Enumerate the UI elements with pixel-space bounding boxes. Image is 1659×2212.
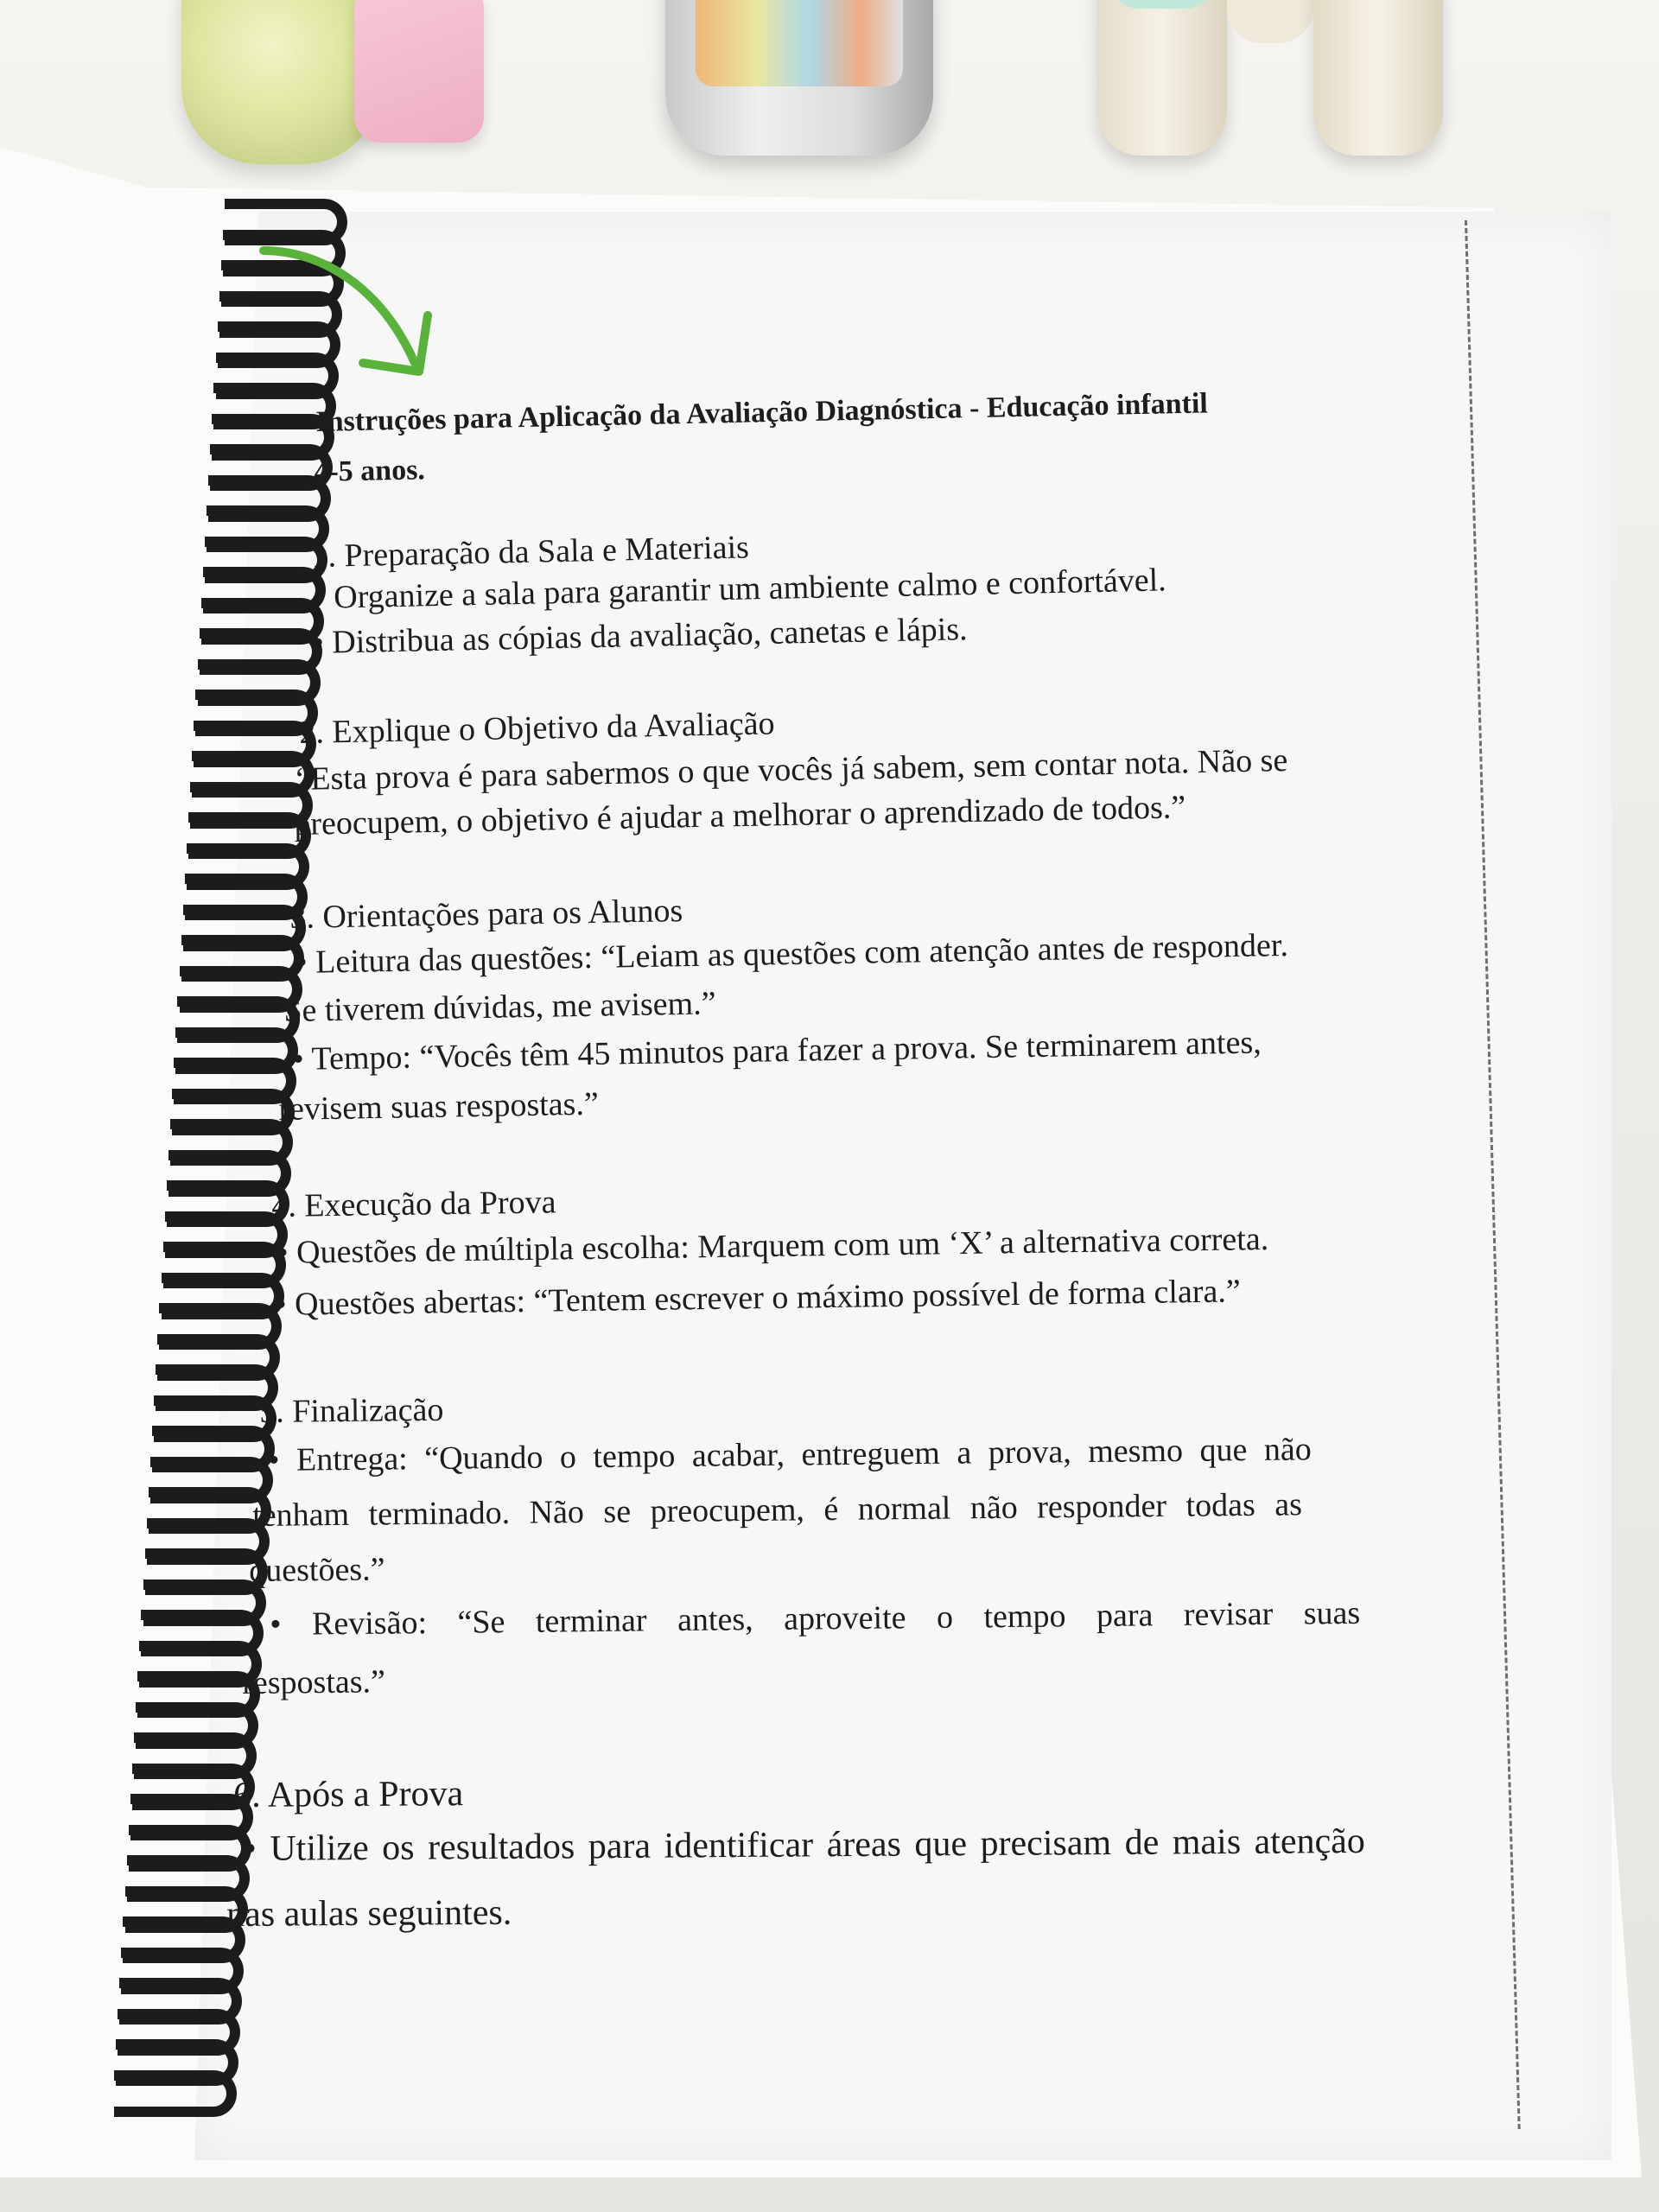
section-line: • Revisão: “Se terminar antes, aproveite o tempo para revisar suas bbox=[270, 1594, 1361, 1643]
section-heading: 1. Preparação da Sala e Materiais bbox=[311, 529, 750, 575]
section-line: questões.” bbox=[249, 1551, 385, 1589]
section-line: nas aulas seguintes. bbox=[226, 1892, 512, 1935]
section-line: • Tempo: “Vocês têm 45 minutos para fazer a prova. Se terminarem antes, bbox=[292, 1024, 1262, 1077]
section-line: • Leitura das questões: “Leiam as questões com atenção antes de responder. bbox=[296, 926, 1289, 981]
section-line: • Questões abertas: “Tentem escrever o máximo possível de forma clara.” bbox=[275, 1273, 1241, 1323]
section-line: Se tiverem dúvidas, me avisem.” bbox=[283, 985, 716, 1029]
section-line: • Entrega: “Quando o tempo acabar, entreguem a prova, mesmo que não bbox=[268, 1431, 1312, 1478]
title-line: 4-5 anos. bbox=[314, 454, 426, 488]
section-heading: 2. Explique o Objetivo da Avaliação bbox=[299, 705, 775, 751]
section-line: tenham terminado. Não se preocupem, é normal não responder todas as bbox=[252, 1486, 1303, 1534]
section-line: preocupem, o objetivo é ajudar a melhorar o aprendizado de todos.” bbox=[294, 789, 1186, 842]
title-line: Instruções para Aplicação da Avaliação Diagnóstica - Educação infantil bbox=[315, 387, 1209, 438]
section-heading: 3. Orientações para os Alunos bbox=[289, 893, 683, 936]
section-heading: 4. Execução da Prova bbox=[271, 1184, 556, 1224]
section-line: respostas.” bbox=[242, 1663, 386, 1701]
section-heading: 6. Após a Prova bbox=[233, 1774, 464, 1815]
section-line: • Distribua as cópias da avaliação, canetas e lápis. bbox=[312, 611, 968, 661]
section-line: • Questões de múltipla escolha: Marquem com um ‘X’ a alternativa correta. bbox=[276, 1220, 1269, 1271]
section-line: • Utilize os resultados para identificar áreas que precisam de mais atenção bbox=[244, 1821, 1365, 1869]
section-line: revisem suas respostas.” bbox=[278, 1085, 600, 1128]
section-line: “Esta prova é para sabermos o que vocês já sabem, sem contar nota. Não se bbox=[296, 741, 1288, 798]
section-heading: 5. Finalização bbox=[259, 1391, 444, 1430]
section-line: • Organize a sala para garantir um ambiente calmo e confortável. bbox=[314, 562, 1167, 616]
